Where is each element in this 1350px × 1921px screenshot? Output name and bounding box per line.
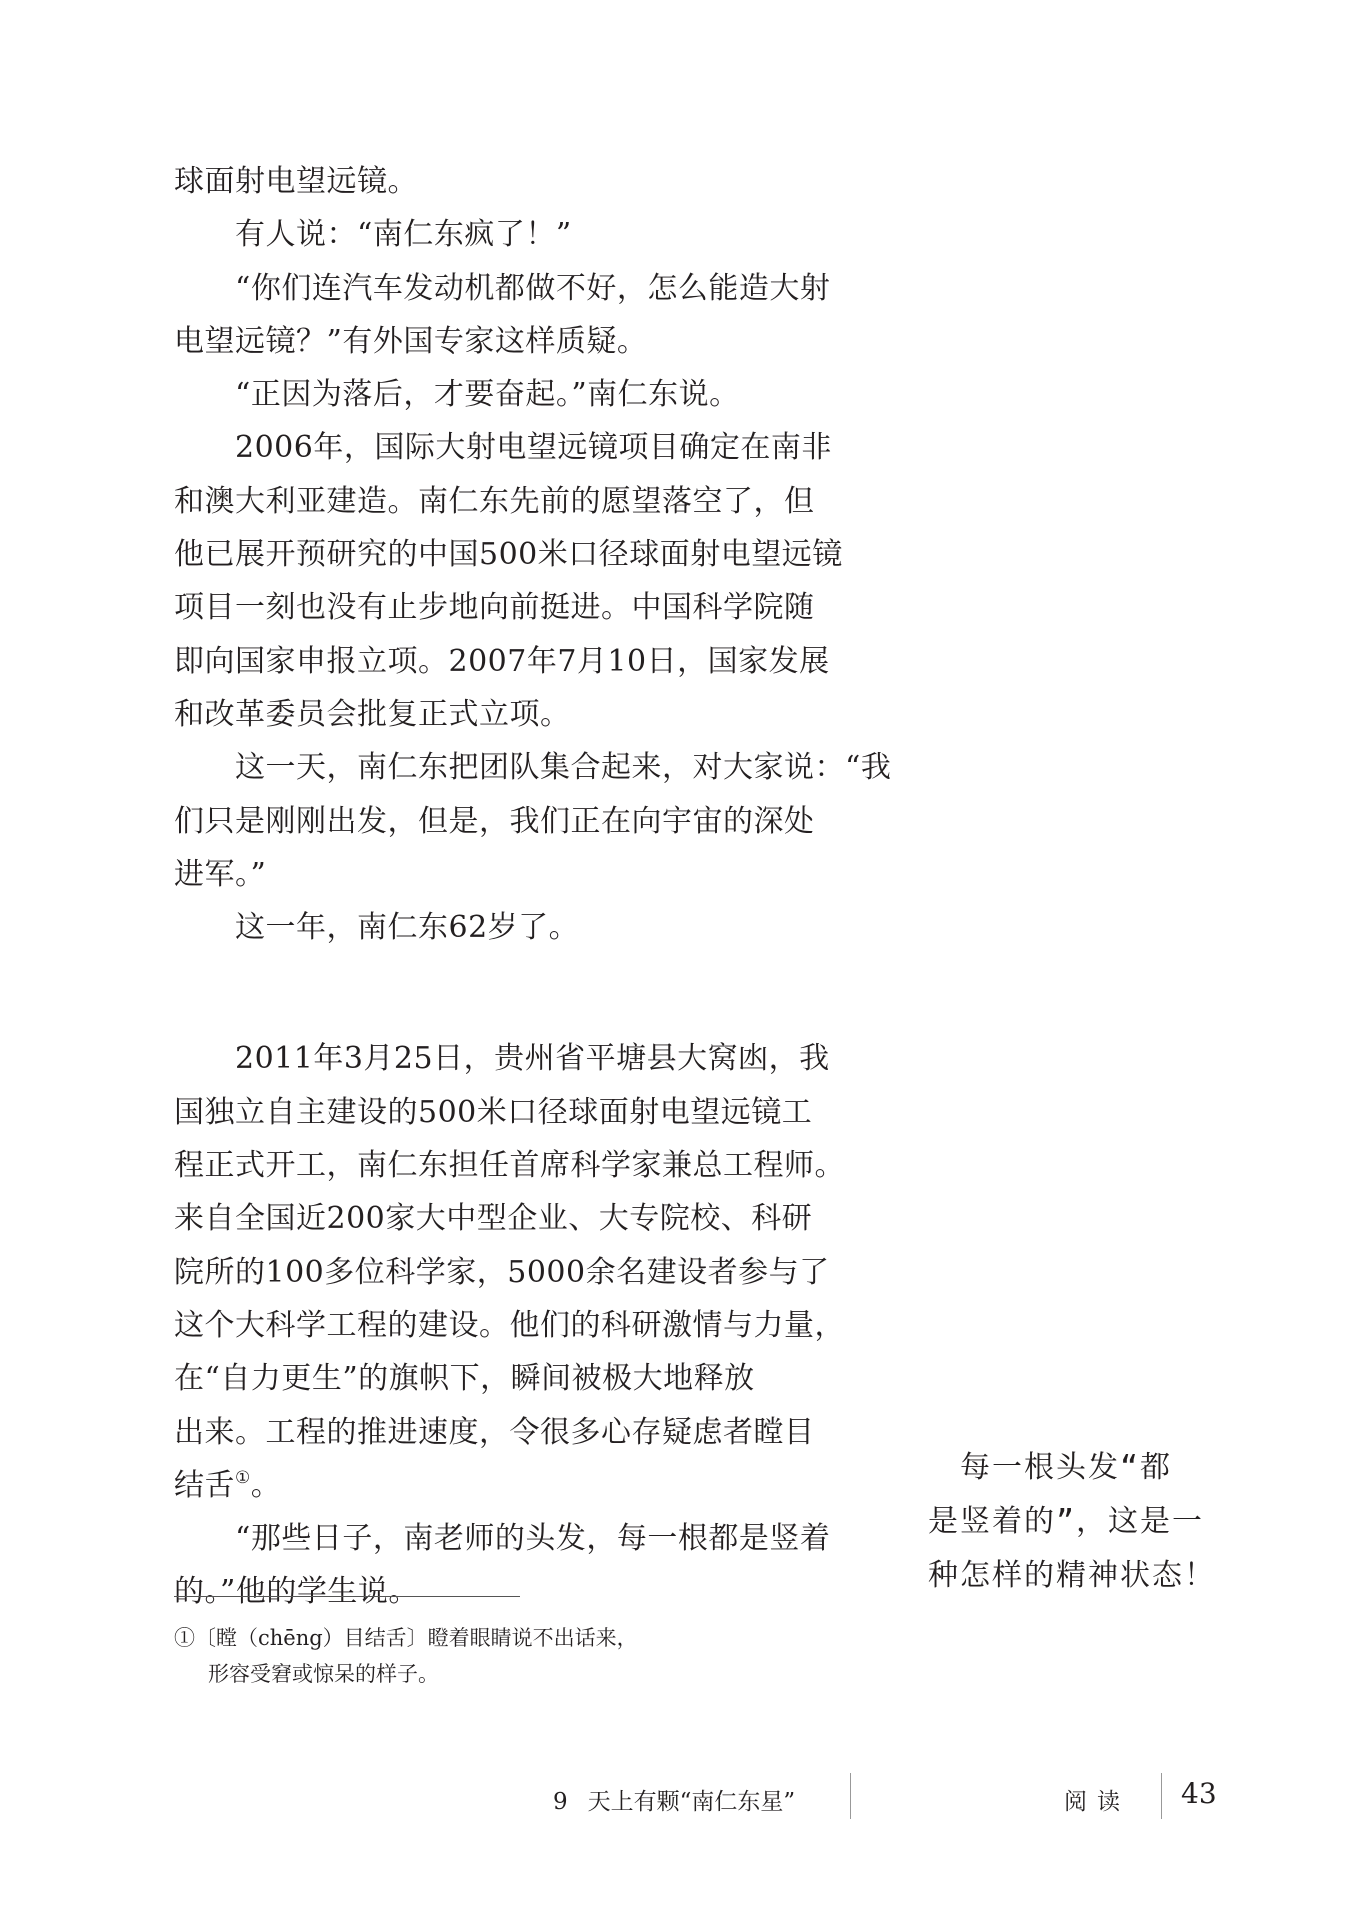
paragraph-line: 球面射电望远镜。 xyxy=(174,164,418,199)
footer-divider xyxy=(1161,1773,1162,1819)
paragraph-line: 程正式开工，南仁东担任首席科学家兼总工程师。 xyxy=(174,1148,845,1184)
paragraph-line: 国独立自主建设的500米口径球面射电望远镜工 xyxy=(174,1094,813,1130)
lesson-number: 9 xyxy=(553,1789,568,1815)
footnote-reference[interactable]: ① xyxy=(235,1467,251,1488)
margin-note xyxy=(928,1441,1228,1603)
paragraph-line: “正因为落后，才要奋起。”南仁东说。 xyxy=(174,377,740,413)
paragraph-line xyxy=(174,1459,844,1512)
paragraph-line: “你们连汽车发动机都做不好，怎么能造大射 xyxy=(174,270,831,306)
paragraph-line: 在“自力更生”的旗帜下，瞬间被极大地释放 xyxy=(174,1361,755,1397)
paragraph-line: 和澳大利亚建造。南仁东先前的愿望落空了，但 xyxy=(174,483,815,519)
jieshe-text: 结舌 xyxy=(174,1467,235,1503)
paragraph-line: 2006年，国际大射电望远镜项目确定在南非 xyxy=(174,430,832,466)
paragraph-line: 有人说：“南仁东疯了！” xyxy=(174,217,572,253)
paragraph-line: 这个大科学工程的建设。他们的科研激情与力量， xyxy=(174,1307,845,1343)
footnote-divider xyxy=(174,1596,520,1597)
lesson-title: 天上有颗“南仁东星” xyxy=(587,1789,796,1815)
paragraph-line: 这一年，南仁东62岁了。 xyxy=(174,910,580,946)
paragraph-line: 出来。工程的推进速度，令很多心存疑虑者瞠目 xyxy=(174,1414,815,1450)
paragraph-line: 的。”他的学生说。 xyxy=(174,1574,419,1610)
section-label: 阅读 xyxy=(1064,1789,1130,1815)
section-gap xyxy=(174,954,844,1032)
footnote xyxy=(174,1620,734,1692)
margin-note-line: 是竖着的”，这是一 xyxy=(928,1504,1205,1539)
paragraph-line: 进军。” xyxy=(174,856,267,892)
period-text: 。 xyxy=(250,1467,282,1503)
footnote-line: ①〔瞠（chēng）目结舌〕瞪着眼睛说不出话来， xyxy=(174,1626,638,1650)
margin-note-line: 种怎样的精神状态！ xyxy=(928,1558,1216,1593)
paragraph-line: 这一天，南仁东把团队集合起来，对大家说：“我 xyxy=(174,750,892,786)
paragraph-line: 院所的100多位科学家，5000余名建设者参与了 xyxy=(174,1254,830,1290)
paragraph-line: 和改革委员会批复正式立项。 xyxy=(174,696,571,732)
paragraph-line: 2011年3月25日，贵州省平塘县大窝凼，我 xyxy=(174,1041,830,1077)
paragraph-line: “那些日子，南老师的头发，每一根都是竖着 xyxy=(174,1521,831,1557)
paragraph-line: 即向国家申报立项。2007年7月10日，国家发展 xyxy=(174,643,830,679)
paragraph-line: 电望远镜？”有外国专家这样质疑。 xyxy=(174,323,648,359)
paragraph-line: 来自全国近200家大中型企业、大专院校、科研 xyxy=(174,1201,813,1237)
margin-note-line: 每一根头发“都 xyxy=(928,1450,1173,1485)
paragraph-line: 们只是刚刚出发，但是，我们正在向宇宙的深处 xyxy=(174,803,815,839)
running-footer xyxy=(553,1783,795,1816)
paragraph-line: 他已展开预研究的中国500米口径球面射电望远镜 xyxy=(174,537,843,573)
footnote-line: 形容受窘或惊呆的样子。 xyxy=(208,1662,439,1686)
footer-divider xyxy=(850,1773,851,1819)
body-text xyxy=(174,155,892,1619)
page-number: 43 xyxy=(1181,1777,1217,1810)
paragraph-line: 项目一刻也没有止步地向前挺进。中国科学院随 xyxy=(174,590,815,626)
